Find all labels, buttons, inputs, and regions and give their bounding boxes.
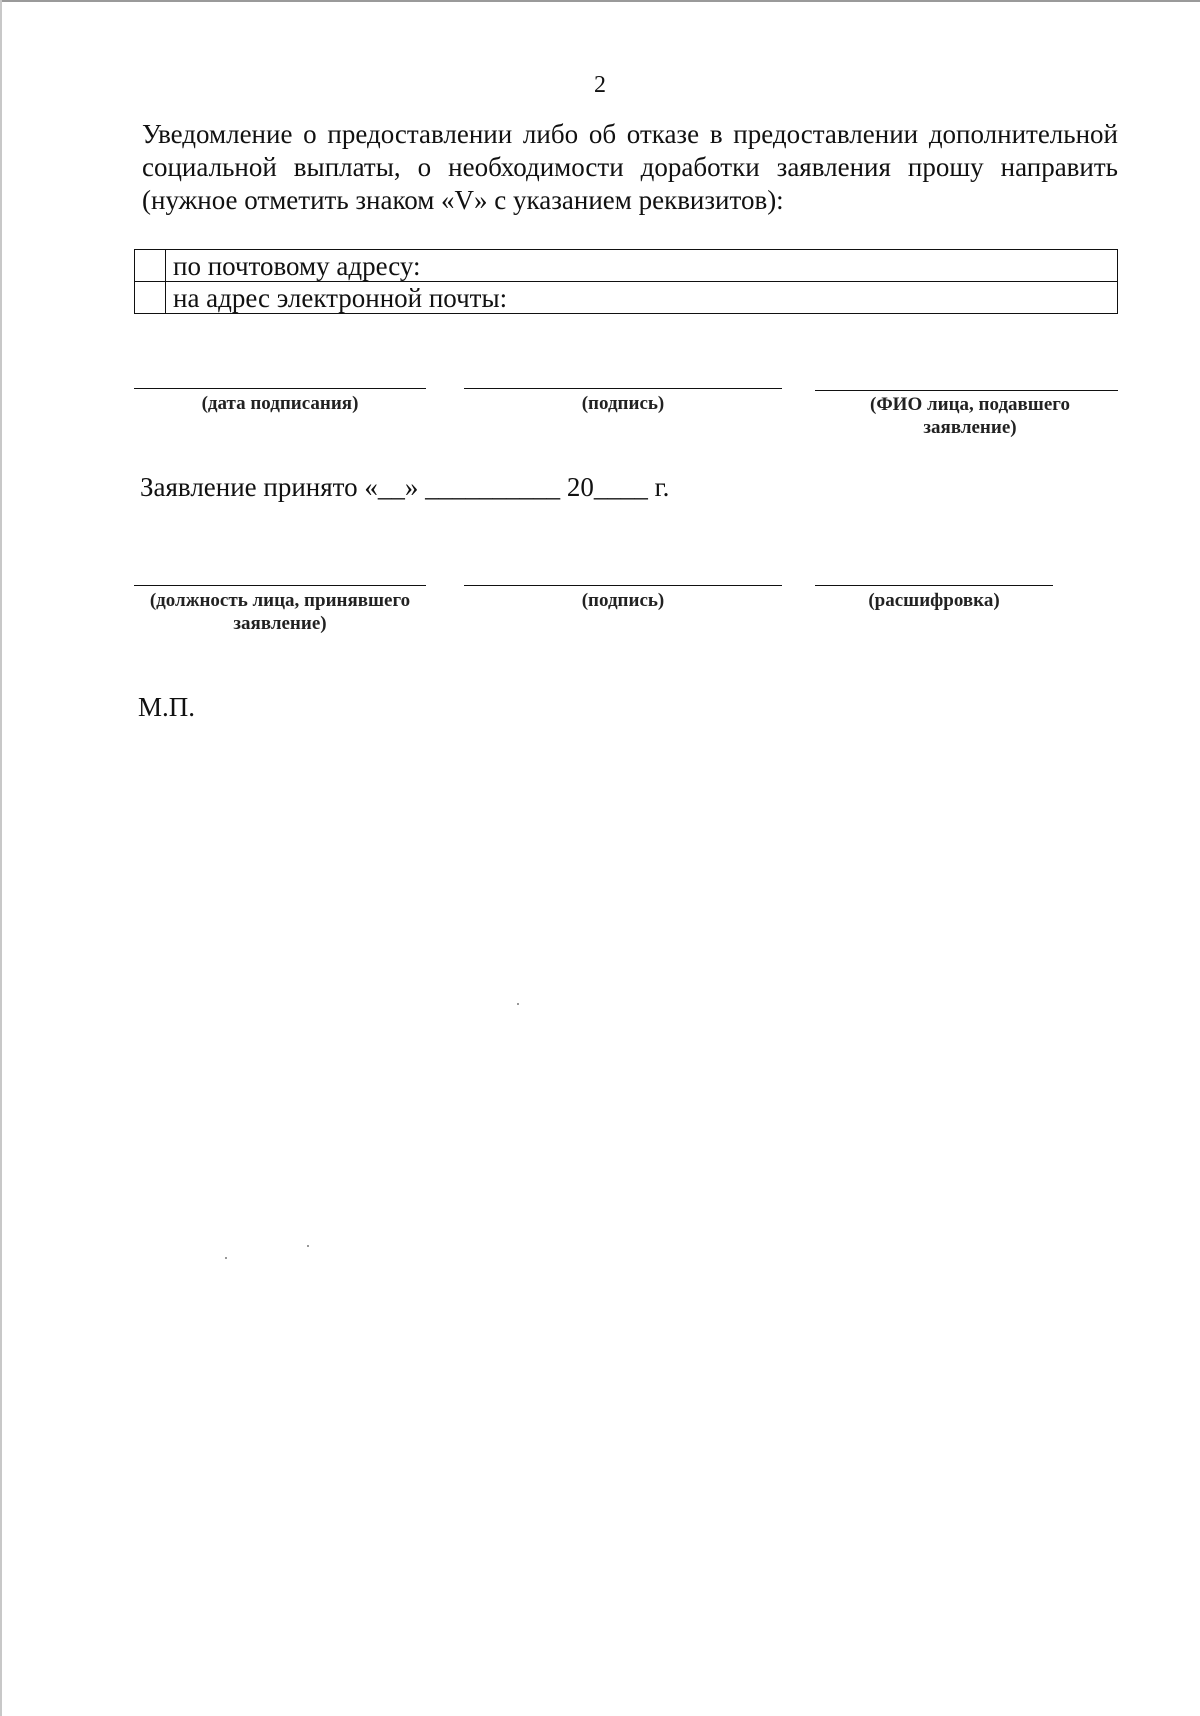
delivery-option-row bbox=[135, 282, 1118, 314]
stamp-label: М.П. bbox=[138, 692, 196, 722]
acceptance-line: Заявление принято «__» __________ 20____ г. bbox=[140, 472, 670, 502]
date-signed-line[interactable] bbox=[134, 388, 426, 389]
applicant-name-caption: (ФИО лица, подавшего заявление) bbox=[870, 394, 1070, 438]
email-checkbox[interactable] bbox=[135, 282, 166, 314]
applicant-signature-caption: (подпись) bbox=[581, 393, 665, 414]
applicant-name-line[interactable] bbox=[815, 390, 1118, 391]
official-decoding-caption: (расшифровка) bbox=[868, 590, 1000, 611]
notice-paragraph bbox=[142, 118, 1118, 217]
notice-text: Уведомление о предоставлении либо об отказе в предоставлении дополнительной социальной выплаты, о необходимости доработки заявления прошу направить (нужное отметить знаком «V» с указанием реквизитов): bbox=[142, 119, 1118, 215]
email-option-label: на адрес электронной почты: bbox=[166, 282, 1118, 314]
delivery-options-table bbox=[134, 249, 1118, 314]
page-number: 2 bbox=[594, 72, 606, 98]
scan-speck bbox=[225, 1257, 227, 1259]
scan-edge-top bbox=[0, 0, 1200, 2]
scan-speck bbox=[517, 1003, 519, 1005]
official-signature-line[interactable] bbox=[464, 585, 782, 586]
scan-speck bbox=[307, 1245, 309, 1247]
applicant-signature-line[interactable] bbox=[464, 388, 782, 389]
official-signature-caption: (подпись) bbox=[581, 590, 665, 611]
delivery-option-row bbox=[135, 250, 1118, 282]
official-position-line[interactable] bbox=[134, 585, 426, 586]
official-position-caption: (должность лица, принявшего заявление) bbox=[149, 590, 411, 634]
postal-option-label: по почтовому адресу: bbox=[166, 250, 1118, 282]
date-signed-caption: (дата подписания) bbox=[201, 393, 359, 414]
scan-edge-left bbox=[0, 0, 2, 1716]
postal-checkbox[interactable] bbox=[135, 250, 166, 282]
official-decoding-line[interactable] bbox=[815, 585, 1053, 586]
